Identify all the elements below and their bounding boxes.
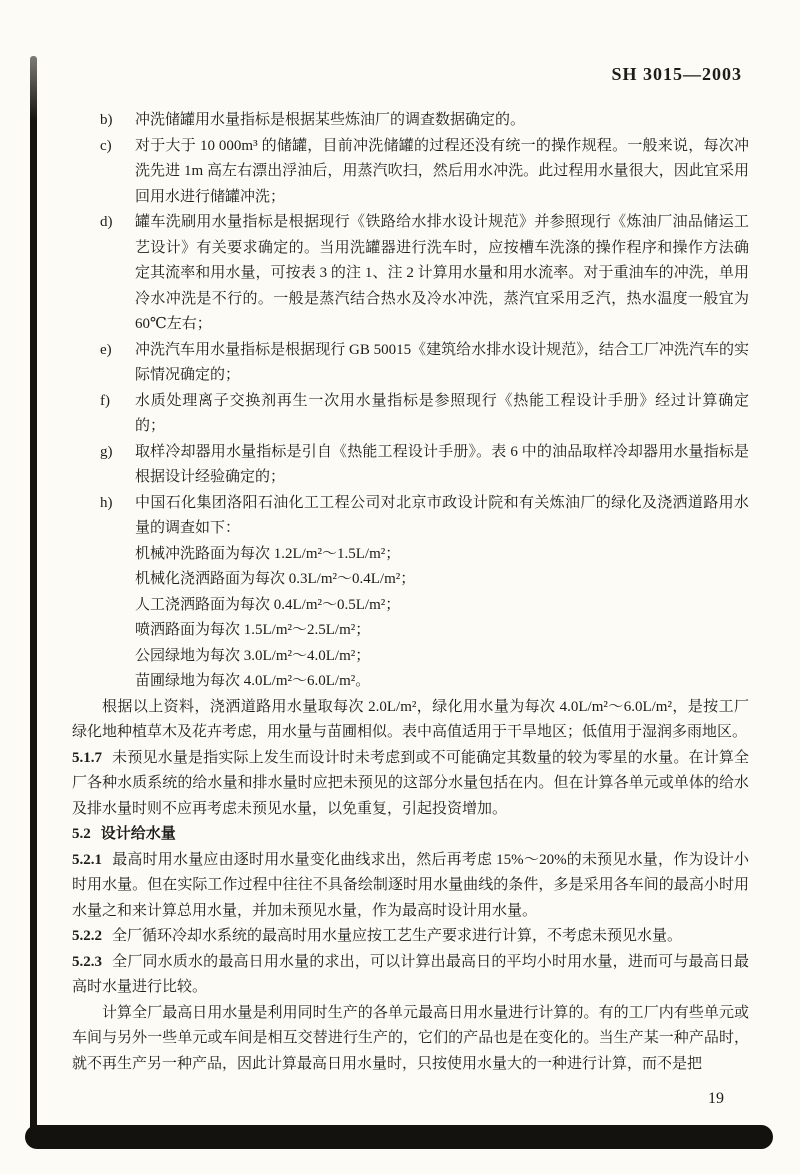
- list-item-c: [72, 134, 749, 211]
- clause-number: 5.2.2: [72, 928, 102, 944]
- list-item-label: h): [100, 494, 113, 511]
- list-item-f: [72, 389, 749, 440]
- survey-line: 苗圃绿地为每次 4.0L/m²～6.0L/m²。: [135, 673, 371, 689]
- clause-text: 全厂循环冷却水系统的最高时用水量应按工艺生产要求进行计算，不考虑未预见水量。: [112, 928, 683, 944]
- list-item-text: 取样冷却器用水量指标是引自《热能工程设计手册》。表 6 中的油品取样冷却器用水量指标是根据设计经验确定的；: [135, 443, 749, 485]
- list-item-h: [72, 491, 749, 542]
- clause-5-2-heading: [72, 822, 749, 848]
- list-item-text: 罐车洗刷用水量指标是根据现行《铁路给水排水设计规范》并参照现行《炼油厂油品储运工艺设计》有关要求确定的。当用洗罐器进行洗车时，应按槽车洗涤的操作程序和操作方法确定其流率和用水量，可按表 3 的注 1、注 2 计算用水量和用水流率。对于重油车的冲洗，单用冷水冲洗是不行的。一般是蒸汽结合热水及冷水冲洗，蒸汽宜采用乏汽，热水温度一般宜为 60℃左右；: [135, 214, 749, 332]
- clause-5-2-3: [72, 950, 749, 1001]
- page-number: 19: [708, 1090, 724, 1107]
- list-item-label: f): [100, 392, 110, 409]
- list-item-text: 水质处理离子交换剂再生一次用水量指标是参照现行《热能工程设计手册》经过计算确定的；: [135, 392, 749, 434]
- survey-line: 机械化浇洒路面为每次 0.3L/m²～0.4L/m²；: [135, 571, 416, 587]
- list-item-b: [72, 108, 749, 134]
- survey-line: 机械冲洗路面为每次 1.2L/m²～1.5L/m²；: [135, 545, 401, 562]
- paragraph-summary: 根据以上资料，浇洒道路用水量取每次 2.0L/m²，绿化用水量为每次 4.0L/m²～6.0L/m²，是按工厂绿化地种植草木及花卉考虑，用水量与苗圃相似。表中高值适用于干旱地区；低值用于湿润多雨地区。: [72, 698, 749, 740]
- scan-edge-left: [30, 56, 37, 1134]
- clause-number: 5.1.7: [72, 749, 102, 766]
- clause-5-1-7: [72, 746, 749, 823]
- list-item-g: [72, 440, 749, 491]
- list-item-label: d): [100, 214, 113, 230]
- clause-5-2-1: [72, 848, 749, 925]
- survey-line: 人工浇洒路面为每次 0.4L/m²～0.5L/m²；: [135, 596, 401, 613]
- list-item-text: 冲洗汽车用水量指标是根据现行 GB 50015《建筑给水排水设计规范》，结合工厂冲洗汽车的实际情况确定的；: [135, 341, 749, 383]
- clause-number: 5.2.1: [72, 851, 102, 868]
- list-item-e: [72, 338, 749, 389]
- clause-text: 最高时用水量应由逐时用水量变化曲线求出，然后再考虑 15%～20%的未预见水量，作为设计小时用水量。但在实际工作过程中往往不具备绘制逐时用水量曲线的条件，多是采用各车间的最高小时用水量之和来计算总用水量，并加未预见水量，作为最高时设计用水量。: [72, 851, 749, 919]
- list-item-label: e): [100, 341, 112, 358]
- survey-line: 公园绿地为每次 3.0L/m²～4.0L/m²；: [135, 647, 371, 664]
- clause-text: 未预见水量是指实际上发生而设计时未考虑到或不可能确定其数量的较为零星的水量。在计算全厂各种水质系统的给水量和排水量时应把未预见的这部分水量包括在内。但在计算各单元或单体的给水及排水量时则不应再考虑未预见水量，以免重复，引起投资增加。: [72, 749, 749, 817]
- scan-edge-bottom: [25, 1125, 773, 1149]
- doc-number: SH 3015—2003: [611, 64, 742, 84]
- list-item-text: 冲洗储罐用水量指标是根据某些炼油厂的调查数据确定的。: [135, 112, 526, 128]
- document-content: [72, 108, 749, 1077]
- paragraph-final: 计算全厂最高日用水量是利用同时生产的各单元最高日用水量进行计算的。有的工厂内有些单元或车间与另外一些单元或车间是相互交替进行生产的，它们的产品也是在变化的。当生产某一种产品时，就不再生产另一种产品，因此计算最高日用水量时，只按使用水量大的一种进行计算，而不是把: [72, 1004, 749, 1072]
- clause-5-2-2: [72, 924, 749, 950]
- survey-line: 喷洒路面为每次 1.5L/m²～2.5L/m²；: [135, 622, 371, 638]
- list-item-label: g): [100, 443, 113, 460]
- list-item-label: b): [100, 112, 113, 128]
- clause-number: 5.2.3: [72, 953, 102, 970]
- clause-number: 5.2: [72, 826, 91, 842]
- list-item-d: [72, 210, 749, 338]
- list-item-text: 对于大于 10 000m³ 的储罐，目前冲洗储罐的过程还没有统一的操作规程。一般来说，每次冲洗先进 1m 高左右漂出浮油后，用蒸汽吹扫，然后用水冲洗。此过程用水量很大，因此宜采用回用水进行储罐冲洗；: [135, 137, 749, 205]
- list-item-text: 中国石化集团洛阳石油化工工程公司对北京市政设计院和有关炼油厂的绿化及浇洒道路用水量的调查如下：: [135, 494, 749, 536]
- clause-text: 全厂同水质水的最高日用水量的求出，可以计算出最高日的平均小时用水量，进而可与最高日最高时水量进行比较。: [72, 953, 749, 995]
- clause-text: 设计给水量: [100, 826, 176, 842]
- list-item-label: c): [100, 137, 112, 154]
